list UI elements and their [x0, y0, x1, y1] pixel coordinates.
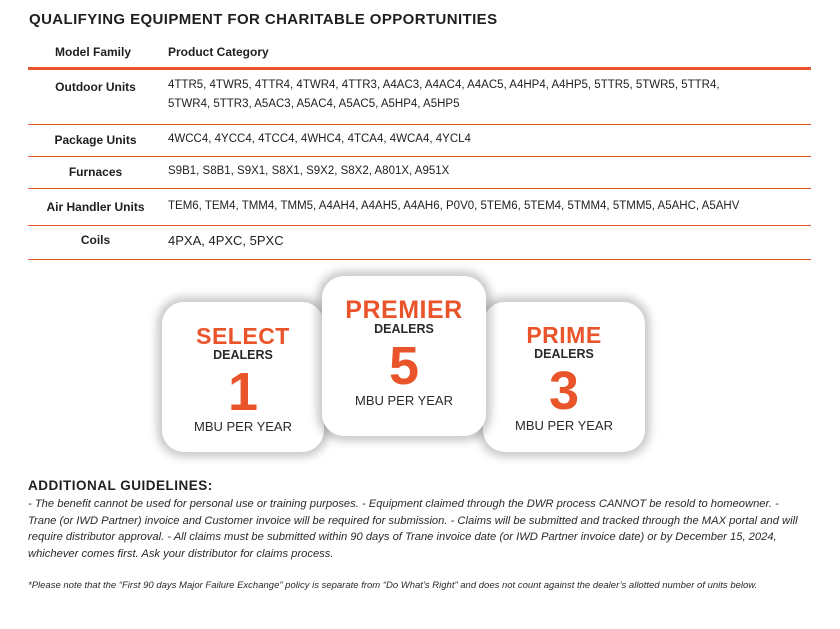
model-family-label: Outdoor Units — [55, 80, 136, 94]
product-category-list — [168, 231, 811, 250]
tier-card-prime — [483, 302, 645, 452]
tier-card-premier — [322, 276, 486, 436]
product-line: 4WCC4, 4YCC4, 4TCC4, 4WHC4, 4TCA4, 4WCA4, 4YCL4 — [168, 133, 471, 145]
table-row — [28, 124, 811, 157]
tier-count: 5 — [388, 336, 420, 396]
model-family-label: Coils — [80, 233, 111, 247]
product-line: S9B1, S8B1, S9X1, S8X1, S9X2, S8X2, A801X, A951X — [168, 165, 450, 177]
product-category-list — [168, 197, 811, 216]
product-category-list — [168, 76, 811, 114]
tier-dealers-label: DEALERS — [534, 347, 594, 361]
tier-name: SELECT — [196, 323, 290, 349]
tier-dealers-label: DEALERS — [213, 348, 273, 362]
product-line: TEM6, TEM4, TMM4, TMM5, A4AH4, A4AH5, A4AH6, P0V0, 5TEM6, 5TEM4, 5TMM4, 5TMM5, A5AHC, A5AHV — [168, 200, 740, 212]
tier-dealers-label: DEALERS — [374, 322, 434, 336]
product-category-list — [168, 162, 811, 181]
tier-unit: MBU PER YEAR — [514, 418, 613, 433]
table-row — [28, 156, 811, 189]
tier-count: 3 — [548, 361, 580, 421]
tier-card-select — [162, 302, 324, 452]
tier-name: PRIME — [526, 322, 602, 348]
tier-name: PREMIER — [345, 296, 463, 324]
footnote: *Please note that the “First 90 days Major Failure Exchange” policy is separate from “Do What’s Right” and does not count against the dealer’s allotted number of units below. — [28, 580, 758, 591]
product-line: 5TWR4, 5TTR3, A5AC3, A5AC4, A5AC5, A5HP4, A5HP5 — [168, 98, 460, 110]
page-title: QUALIFYING EQUIPMENT FOR CHARITABLE OPPORTUNITIES — [29, 11, 498, 28]
table-row — [28, 225, 811, 260]
guidelines-text: - The benefit cannot be used for personal use or training purposes. - Equipment claimed through the DWR process CANNOT be resold to homeowner. - Trane (or IWD Partner) invoice and Customer invoice will be required for submission. - Claims will be submitted and tracked through the MAX portal and will require distributor approval. - All claims must be submitted within 90 days of Trane invoice date (or IWD Partner invoice date) or by December 15, 2024, whichever comes first. Ask your distributor for claims process. — [28, 498, 798, 560]
column-header-model-family: Model Family — [55, 45, 132, 59]
model-family-label: Air Handler Units — [46, 200, 145, 214]
model-family-label: Furnaces — [68, 165, 123, 179]
tier-count: 1 — [227, 362, 259, 422]
product-line: 4PXA, 4PXC, 5PXC — [168, 233, 284, 248]
tier-unit: MBU PER YEAR — [354, 393, 453, 408]
tier-unit: MBU PER YEAR — [193, 419, 292, 434]
table-row — [28, 70, 811, 125]
table-row — [28, 188, 811, 226]
product-line: 4TTR5, 4TWR5, 4TTR4, 4TWR4, 4TTR3, A4AC3, A4AC4, A4AC5, A4HP4, A4HP5, 5TTR5, 5TWR5, 5TTR4, — [168, 79, 720, 91]
guidelines-heading: ADDITIONAL GUIDELINES: — [28, 478, 213, 493]
model-family-label: Package Units — [54, 133, 137, 147]
product-category-list — [168, 130, 811, 149]
column-header-product-category: Product Category — [168, 45, 269, 59]
